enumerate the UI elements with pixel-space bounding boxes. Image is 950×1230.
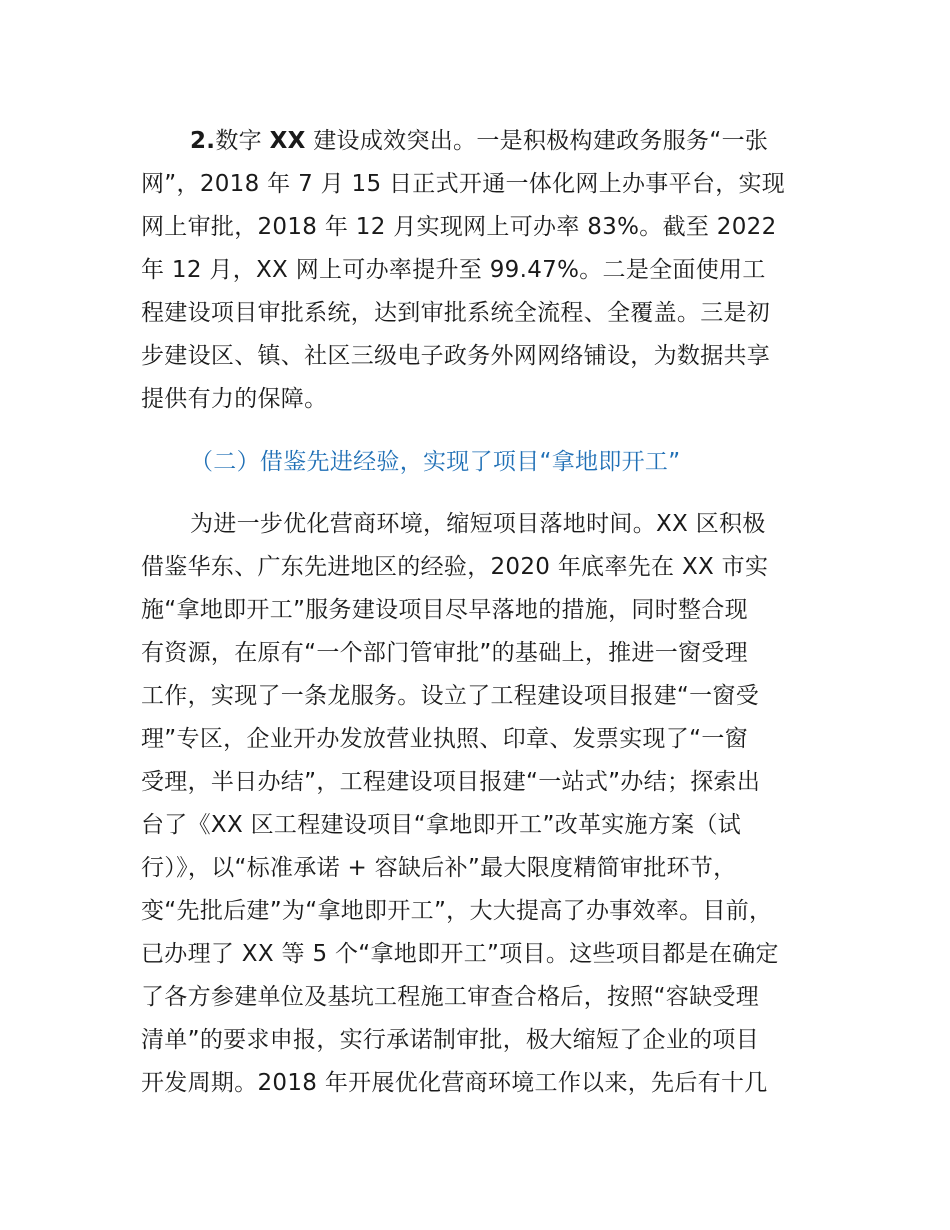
text-line: 台了《XX 区工程建设项目“拿地即开工”改革实施方案（试 xyxy=(141,812,742,838)
text-line: 受理，半日办结”，工程建设项目报建“一站式”办结；探索出 xyxy=(141,769,761,795)
text-line: 程建设项目审批系统，达到审批系统全流程、全覆盖。三是初 xyxy=(141,300,771,326)
text-line: 已办理了 XX 等 5 个“拿地即开工”项目。这些项目都是在确定 xyxy=(141,941,779,967)
text-line: 清单”的要求申报，实行承诺制审批，极大缩短了企业的项目 xyxy=(141,1027,760,1053)
section-heading: （二）借鉴先进经验，实现了项目“拿地即开工” xyxy=(190,449,681,475)
text-line: 提供有力的保障。 xyxy=(141,386,328,412)
text-line: 行）》，以“标准承诺 + 容缺后补”最大限度精简审批环节， xyxy=(141,855,737,881)
text-line: 步建设区、镇、社区三级电子政务外网网络铺设，为数据共享 xyxy=(141,343,771,369)
text-line: 网上审批，2018 年 12 月实现网上可办率 83%。截至 2022 xyxy=(141,214,777,240)
section-2-first-line xyxy=(190,126,768,156)
section-number: 2. xyxy=(190,128,216,154)
text-line: 网”，2018 年 7 月 15 日正式开通一体化网上办事平台，实现 xyxy=(141,171,786,197)
section-title-text-2: 建设成效突出。一是积极构建政务服务“一张 xyxy=(305,128,769,154)
text-line: 了各方参建单位及基坑工程施工审查合格后，按照“容缺受理 xyxy=(141,984,760,1010)
section-title-text-1: 数字 xyxy=(215,128,270,154)
section-title-bold-xx: XX xyxy=(269,128,306,154)
text-line: 年 12 月，XX 网上可办率提升至 99.47%。二是全面使用工 xyxy=(141,257,766,283)
paragraph-first-line: 为进一步优化营商环境，缩短项目落地时间。XX 区积极 xyxy=(190,511,766,537)
text-line: 工作，实现了一条龙服务。设立了工程建设项目报建“一窗受 xyxy=(141,683,760,709)
text-line: 借鉴华东、广东先进地区的经验，2020 年底率先在 XX 市实 xyxy=(141,554,769,580)
text-line: 施“拿地即开工”服务建设项目尽早落地的措施，同时整合现 xyxy=(141,597,748,623)
text-line: 理”专区，企业开办发放营业执照、印章、发票实现了“一窗 xyxy=(141,726,748,752)
text-line: 开发周期。2018 年开展优化营商环境工作以来，先后有十几 xyxy=(141,1070,768,1096)
text-line: 有资源，在原有“一个部门管审批”的基础上，推进一窗受理 xyxy=(141,640,748,666)
text-line: 变“先批后建”为“拿地即开工”，大大提高了办事效率。目前， xyxy=(141,898,773,924)
